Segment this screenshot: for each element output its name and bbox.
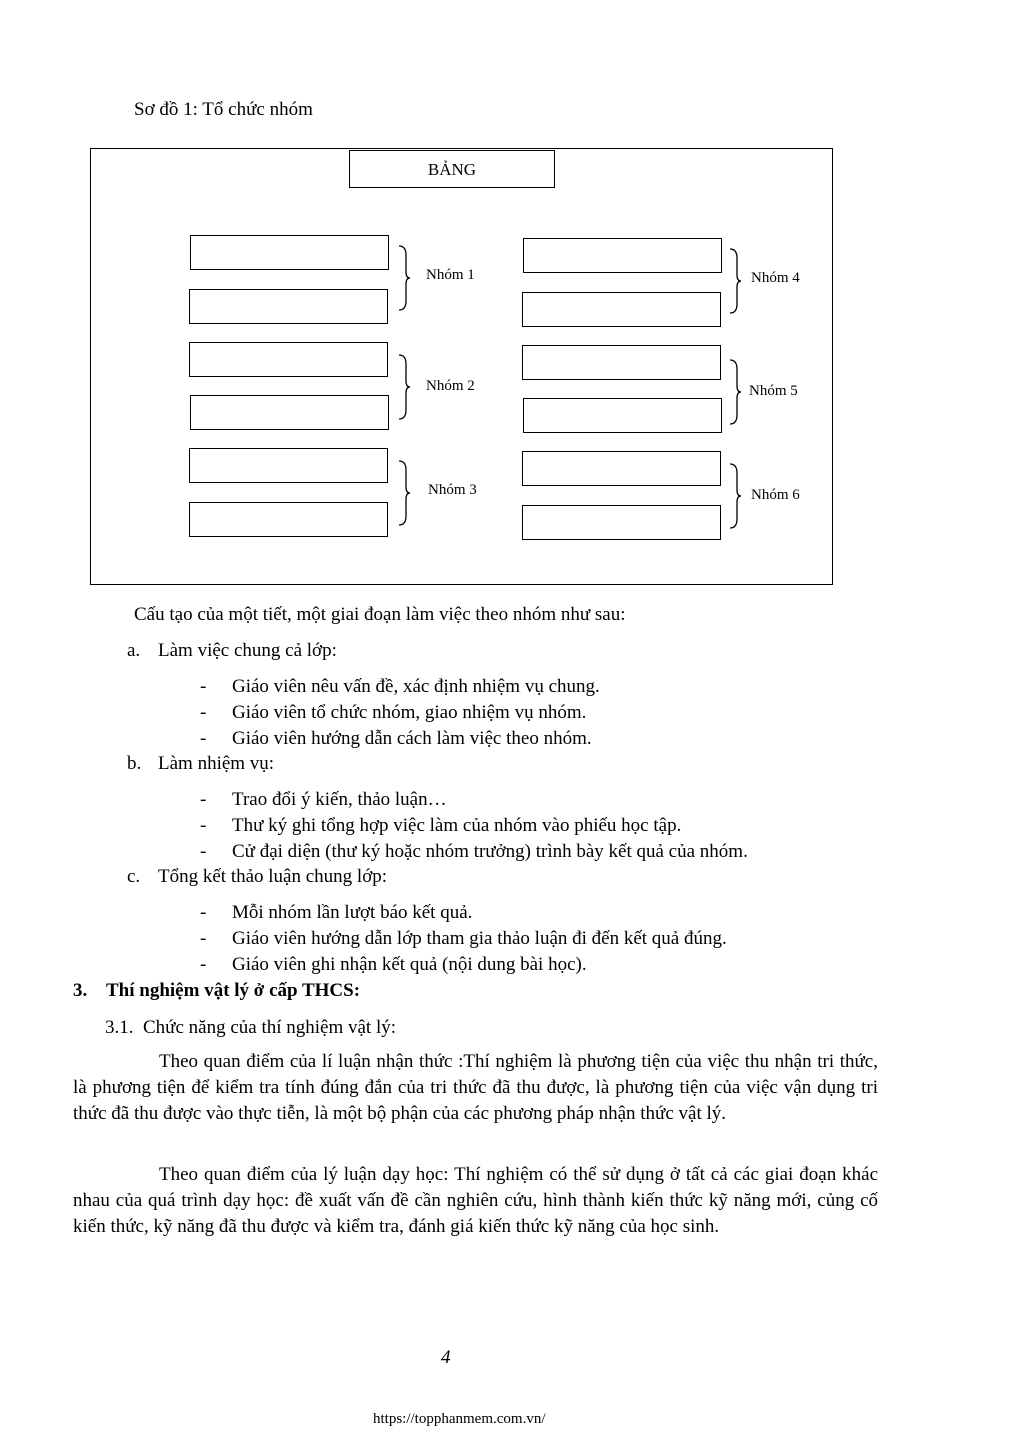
bullet-dash: - bbox=[200, 928, 207, 949]
heading-3-text: Thí nghiệm vật lý ở cấp THCS: bbox=[106, 980, 361, 1001]
section-a-item-3: Giáo viên hướng dẫn cách làm việc theo nhóm. bbox=[232, 728, 592, 749]
intro-text: Cấu tạo của một tiết, một giai đoạn làm việc theo nhóm như sau: bbox=[134, 604, 626, 625]
brace-icon bbox=[397, 354, 411, 420]
section-c-heading: Tổng kết thảo luận chung lớp: bbox=[158, 866, 388, 887]
bullet-dash: - bbox=[200, 728, 207, 749]
bullet-dash: - bbox=[200, 841, 207, 862]
group-label-1: Nhóm 1 bbox=[426, 267, 475, 283]
desk-group5-b bbox=[523, 398, 722, 433]
section-b-item-1: Trao đổi ý kiến, thảo luận… bbox=[232, 789, 447, 810]
brace-icon bbox=[397, 460, 411, 526]
desk-group6-b bbox=[522, 505, 721, 540]
brace-icon bbox=[728, 463, 742, 529]
desk-group5-a bbox=[522, 345, 721, 380]
page-number: 4 bbox=[441, 1347, 451, 1368]
brace-icon bbox=[728, 248, 742, 314]
bullet-dash: - bbox=[200, 702, 207, 723]
desk-group2-a bbox=[189, 342, 388, 377]
bullet-dash: - bbox=[200, 676, 207, 697]
brace-icon bbox=[397, 245, 411, 311]
paragraph-1: Theo quan điểm của lí luận nhận thức :Thí nghiệm là phương tiện của việc thu nhận tri thức, là phương tiện để kiểm tra tính đúng đắn của tri thức đã thu được, là phương tiện của việc vận dụng tri thức đã thu được vào thực tiễn, là một bộ phận của các phương pháp nhận thức vật lý. bbox=[73, 1051, 878, 1124]
subheading-text: Chức năng của thí nghiệm vật lý: bbox=[143, 1017, 397, 1038]
desk-group4-a bbox=[523, 238, 722, 273]
desk-group1-a bbox=[190, 235, 389, 270]
section-c-item-2: Giáo viên hướng dẫn lớp tham gia thảo luận đi đến kết quả đúng. bbox=[232, 928, 727, 949]
section-c-item-1: Mỗi nhóm lần lượt báo kết quả. bbox=[232, 902, 473, 923]
group-organization-diagram bbox=[90, 148, 833, 585]
desk-group3-b bbox=[189, 502, 388, 537]
board-box: BẢNG bbox=[349, 150, 555, 188]
heading-3-number: 3. bbox=[73, 980, 88, 1001]
desk-group6-a bbox=[522, 451, 721, 486]
group-label-3: Nhóm 3 bbox=[428, 482, 477, 498]
group-label-2: Nhóm 2 bbox=[426, 378, 475, 394]
section-c-item-3: Giáo viên ghi nhận kết quả (nội dung bài học). bbox=[232, 954, 587, 975]
desk-group2-b bbox=[190, 395, 389, 430]
group-label-5: Nhóm 5 bbox=[749, 383, 798, 399]
group-label-4: Nhóm 4 bbox=[751, 270, 800, 286]
section-b-item-3: Cử đại diện (thư ký hoặc nhóm trưởng) trình bày kết quả của nhóm. bbox=[232, 841, 748, 862]
bullet-dash: - bbox=[200, 954, 207, 975]
group-label-6: Nhóm 6 bbox=[751, 487, 800, 503]
section-c-marker: c. bbox=[127, 866, 141, 887]
bullet-dash: - bbox=[200, 789, 207, 810]
section-b-item-2: Thư ký ghi tổng hợp việc làm của nhóm vào phiếu học tập. bbox=[232, 815, 682, 836]
desk-group1-b bbox=[189, 289, 388, 324]
paragraph-2: Theo quan điểm của lý luận dạy học: Thí nghiệm có thể sử dụng ở tất cả các giai đoạn khác nhau của quá trình dạy học: đề xuất vấn đề cần nghiên cứu, hình thành kiến thức kỹ năng mới, củng cố kiến thức, kỹ năng đã thu được và kiểm tra, đánh giá kiến thức kỹ năng của học sinh. bbox=[73, 1164, 878, 1237]
bullet-dash: - bbox=[200, 902, 207, 923]
section-b-marker: b. bbox=[127, 753, 142, 774]
diagram-caption: Sơ đồ 1: Tổ chức nhóm bbox=[134, 99, 313, 120]
desk-group4-b bbox=[522, 292, 721, 327]
bullet-dash: - bbox=[200, 815, 207, 836]
section-a-heading: Làm việc chung cả lớp: bbox=[158, 640, 337, 661]
brace-icon bbox=[728, 359, 742, 425]
subheading-number: 3.1. bbox=[105, 1017, 134, 1038]
section-a-item-1: Giáo viên nêu vấn đề, xác định nhiệm vụ chung. bbox=[232, 676, 600, 697]
section-b-heading: Làm nhiệm vụ: bbox=[158, 753, 275, 774]
desk-group3-a bbox=[189, 448, 388, 483]
section-a-marker: a. bbox=[127, 640, 141, 661]
section-a-item-2: Giáo viên tổ chức nhóm, giao nhiệm vụ nhóm. bbox=[232, 702, 587, 723]
footer-url[interactable]: https://topphanmem.com.vn/ bbox=[373, 1411, 546, 1427]
